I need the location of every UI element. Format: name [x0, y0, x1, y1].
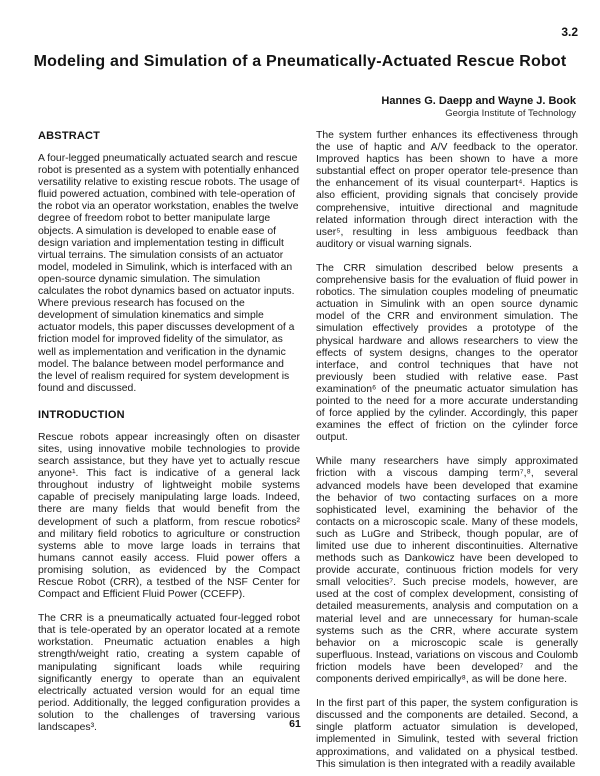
introduction-paragraph: The CRR is a pneumatically actuated four-legged robot that is tele-operated by an operator located at a remote workstation. Pneumatic actuation enables a high strength/weight ratio, creating a system capable of manipulating significant loads while requiring significantly energy to operate than an equivalent electrically actuated version would for an equal time period. Additionally, the legged configuration provides a solution to the challenges of traversing various landscapes³.: [38, 613, 300, 734]
section-number: 3.2: [561, 25, 578, 39]
page-title: Modeling and Simulation of a Pneumatically-Actuated Rescue Robot: [33, 53, 567, 70]
abstract-heading: ABSTRACT: [38, 130, 101, 142]
body-paragraph: The CRR simulation described below presents a comprehensive basis for the evaluation of fluid power in robotics. The simulation couples modeling of pneumatic actuation in Simulink with an open source dynamic model of the CRR and environment simulation. The simulation effectively provides a prototype of the physical hardware and allows researchers to view the effects of system designs, changes to the operator interface, and control techniques that have not previously been studied with relative ease. Past examination⁶ of the pneumatic actuator simulation has pointed to the need for a more accurate understanding of force applied by the cylinder. Accordingly, this paper examines the effect of friction on the cylinder force output.: [316, 262, 578, 444]
body-paragraph: While many researchers have simply approximated friction with a viscous damping term⁷,⁸, several advanced models have been developed that examine the behavior of two contacting surfaces on a more sophisticated level, examining the behavior of the contacts on a microscopic scale. Many of these models, such as LuGre and Stribeck, though popular, are of limited use due to inherent discontinuities. Alternative methods such as Dankowicz have been developed to provide accurate, continuous friction models for very small velocities⁷. Such precise models, however, are used at the cost of complex development, consisting of detailed measurements, analysis and computation on a material level and are unnecessary for human-scale systems such as the CRR, where accurate system behavior on a microscopic scale is generally superfluous. Instead, variations on viscous and Coulomb friction models have been developed⁷ and the components derived empirically⁸, as will be done here.: [316, 456, 578, 686]
two-column-body: [38, 130, 578, 771]
affiliation: Georgia Institute of Technology: [445, 108, 576, 119]
abstract-paragraph: A four-legged pneumatically actuated search and rescue robot is presented as a system with potentially enhanced versatility relative to existing rescue robots. The usage of fluid powered actuation, combined with tele-operation of the robot via an operator workstation, enables the twelve degree of freedom robot to better manipulate large objects. A simulation is developed to enable ease of design variation and implementation testing in difficult virtual terrains. The simulation consists of an actuator model, modeled in Simulink, which is interfaced with an open-source dynamic simulation. The simulation calculates the robot dynamics based on actuator inputs. Where previous research has focused on the development of simulation kinematics and simple actuator models, this paper discusses development of a friction model for improved fidelity of the simulator, as well as implementation and verification in the dynamic model. The balance between model performance and the level of realism required for system development is found and discussed.: [38, 153, 300, 394]
left-column: [38, 130, 300, 771]
body-paragraph: The system further enhances its effectiveness through the use of haptic and A/V feedback to the operator. Improved haptics has been shown to have a more substantial effect on proper operator tele-presence than the enhancement of its visual counterpart⁴. Haptics is also efficient, providing signals that concisely provide comprehensive, intuitive directional and magnitude related information through direct interaction with the user⁵, resulting in less ambiguous feedback than auditory or visual warning signals.: [316, 130, 578, 250]
introduction-paragraph: Rescue robots appear increasingly often on disaster sites, using innovative mobile technologies to provide search assistance, but they have yet to actually rescue anyone¹. This fact is indicative of a general lack throughout industry of lightweight mobile systems capable of precisely manipulating large loads. Indeed, there are many fields that would benefit from the development of such a platform, from rescue robotics² and military field robotics to agriculture or construction systems able to move large loads in terrains that humans cannot easily access. Fluid power offers a promising solution, as evidenced by the Compact Rescue Robot (CRR), a testbed of the NSF Center for Compact and Efficient Fluid Power (CCEFP).: [38, 431, 300, 601]
body-paragraph: In the first part of this paper, the system configuration is discussed and the components are detailed. Second, a single platform actuator simulation is developed, implemented in Simulink, tested with several friction approximations, and validated on a physical testbed. This simulation is then integrated with a readily available: [316, 698, 578, 770]
authors: Hannes G. Daepp and Wayne J. Book: [381, 95, 576, 107]
right-column: [316, 130, 578, 771]
introduction-heading: INTRODUCTION: [38, 408, 125, 421]
page-number: 61: [289, 718, 301, 730]
author-block: [381, 95, 576, 120]
